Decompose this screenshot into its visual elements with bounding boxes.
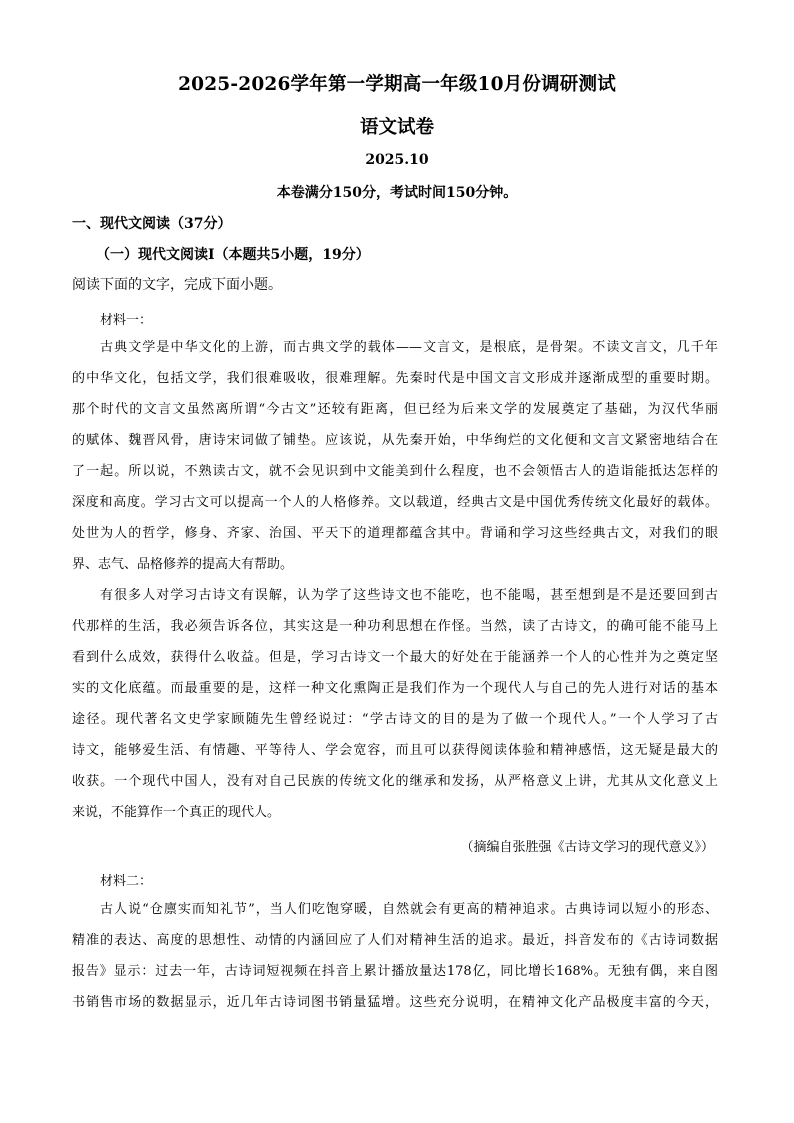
material1-label: 材料一： (100, 313, 153, 328)
exam-subtitle: 语文试卷 (359, 117, 434, 138)
instruction-text: 阅读下面的文字，完成下面小题。 (72, 277, 282, 293)
material1-line: 古典文学是中华文化的上游，而古典文学的载体——文言文，是根底，是骨架。不读文言文，几千年 (100, 340, 718, 355)
material1-para2-line: 来说，不能算作一个真正的现代人。 (72, 805, 281, 820)
material1-para2-line: 诗文，能够爱生活、有情趣、平等待人、学会宽容，而且可以获得阅读体验和精神感悟，这无疑是最大的 (72, 743, 718, 758)
material1-para2-line: 收获。一个现代中国人，没有对自己民族的传统文化的继承和发扬，从严格意义上讲，尤其从文化意义上 (72, 774, 718, 789)
exam-date: 2025.10 (365, 152, 429, 168)
material2-line: 精准的表达、高度的思想性、动情的内涵回应了人们对精神生活的追求。最近，抖音发布的《古诗词数据 (72, 933, 718, 948)
material1-line: 的中华文化，包括文学，我们很难吸收，很难理解。先秦时代是中国文言文形成并逐渐成型的重要时期。 (72, 371, 718, 386)
material1-line: 了一起。所以说，不熟读古文，就不会见识到中文能美到什么程度，也不会领悟古人的造诣能抵达怎样的 (72, 464, 718, 479)
material2-label: 材料二： (100, 874, 153, 889)
material1-line: 那个时代的文言文虽然离所谓“今古文”还较有距离，但已经为后来文学的发展奠定了基础，为汉代华丽 (72, 402, 718, 417)
material1-para2-line: 代那样的生活，我必须告诉各位，其实这是一种功利思想在作怪。当然，读了古诗文，的确可能不能马上 (72, 619, 718, 634)
material1-line: 的赋体、魏晋风骨，唐诗宋词做了铺垫。应该说，从先秦开始，中华绚烂的文化便和文言文紧密地结合在 (72, 433, 718, 448)
material2-line: 报告》显示：过去一年，古诗词短视频在抖音上累计播放量达178亿，同比增长168%。无独有偶，来自图 (72, 964, 718, 979)
material1-line: 界、志气、品格修养的提高大有帮助。 (72, 557, 294, 572)
material1-line: 深度和高度。学习古文可以提高一个人的人格修养。文以载道，经典古文是中国优秀传统文化最好的载体。 (72, 495, 718, 510)
material1-para2-line: 看到什么成效，获得什么收益。但是，学习古诗文一个最大的好处在于能涵养一个人的心性并为之奠定坚 (72, 650, 718, 665)
material1-para2-line: 实的文化底蕴。而最重要的是，这样一种文化熏陶正是我们作为一个现代人与自己的先人进行对话的基本 (72, 681, 718, 696)
material2-line: 古人说“仓廪实而知礼节”，当人们吃饱穿暖，自然就会有更高的精神追求。古典诗词以短小的形态、 (100, 902, 718, 917)
material2-line: 书销售市场的数据显示，近几年古诗词图书销量猛增。这些充分说明，在精神文化产品极度丰富的今天， (72, 995, 718, 1010)
exam-title: 2025-2026学年第一学期高一年级10月份调研测试 (178, 74, 616, 95)
section-heading: 一、现代文阅读（37分） (72, 216, 232, 232)
material1-line: 处世为人的哲学，修身、齐家、治国、平天下的道理都蕴含其中。背诵和学习这些经典古文，对我们的眼 (72, 526, 718, 541)
material1-para2-line: 途径。现代著名文史学家顾随先生曾经说过：“学古诗文的目的是为了做一个现代人。”一个人学习了古 (72, 712, 718, 727)
subsection-heading: （一）现代文阅读Ⅰ（本题共5小题，19分） (96, 247, 370, 263)
material1-para2-line: 有很多人对学习古诗文有误解，认为学了这些诗文也不能吃，也不能喝，甚至想到是不是还要回到古 (100, 588, 718, 603)
score-note: 本卷满分150分，考试时间150分钟。 (276, 185, 518, 201)
material1-source: （摘编自张胜强《古诗文学习的现代意义》） (460, 840, 714, 855)
